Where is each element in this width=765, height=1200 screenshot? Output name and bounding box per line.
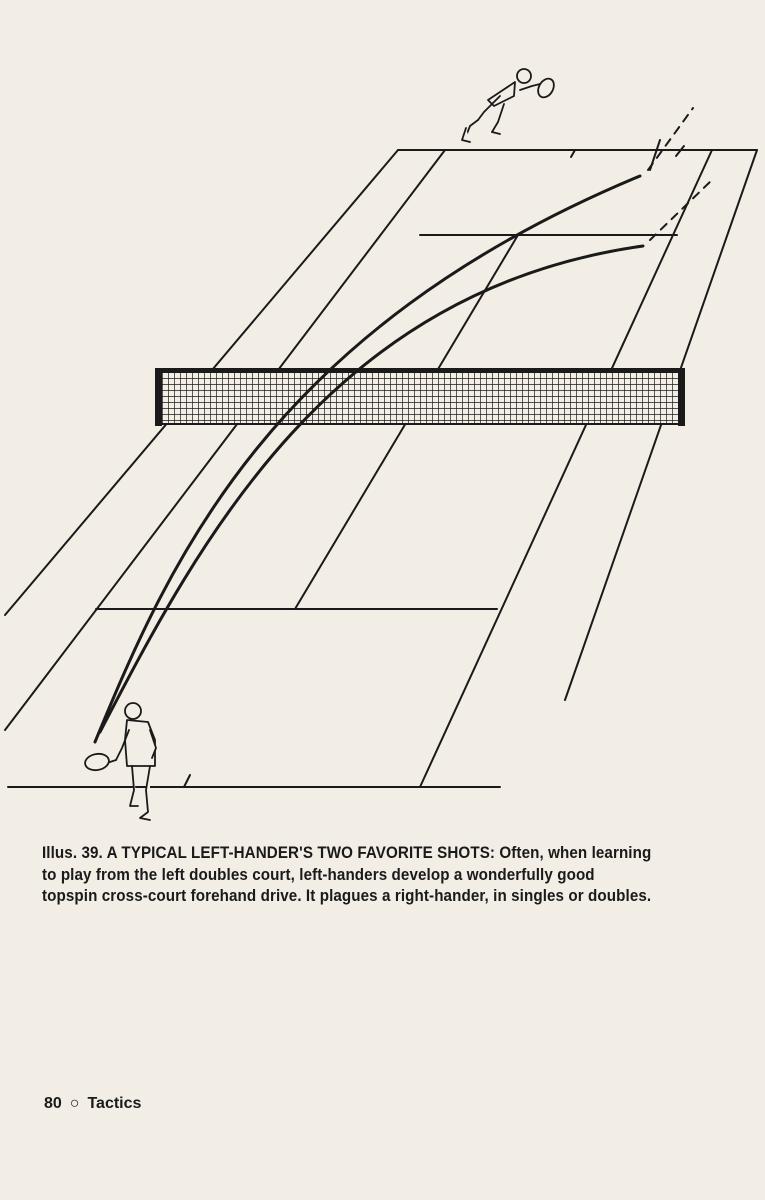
right-singles-sideline [420,150,712,787]
page-footer [44,1095,141,1113]
bounce-path-2 [650,178,714,240]
separator-circle: ○ [69,1095,80,1112]
center-mark [184,775,190,787]
section-name: Tactics [87,1095,142,1112]
left-singles-sideline [5,150,445,730]
figure-caption [42,843,654,908]
caption-title: A TYPICAL LEFT-HANDER'S TWO FAVORITE SHOTS: [106,844,496,862]
tennis-net [155,368,685,426]
far-center-mark [571,150,575,157]
caption-label: Illus. 39. [42,844,103,862]
left-handed-player-figure [84,703,156,820]
cross-court-drive-path [95,176,640,742]
caption-text: Often, when learning to play from the left doubles court, left-handers develop a wonderfully good topspin cross-court forehand drive. It plagues a right-hander, in singles or doubles. [42,844,652,905]
opponent-player-figure [462,69,557,142]
second-shot-path [100,246,643,732]
page-number: 80 [44,1095,62,1112]
bounce-path-1 [648,108,693,170]
